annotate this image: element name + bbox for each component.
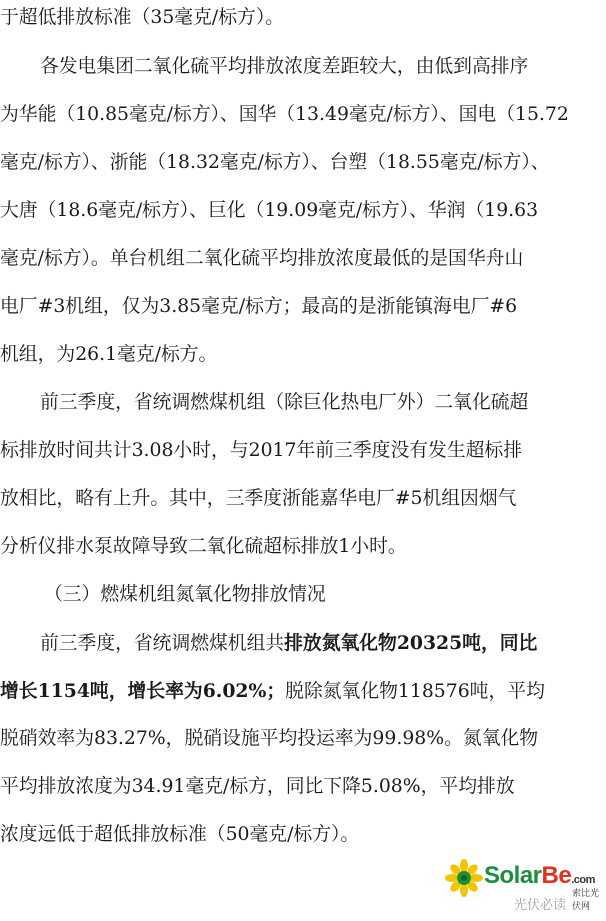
text-line: 于超低排放标准（35毫克/标方）。 [0, 7, 285, 28]
text-segment: 脱除氮氧化物118576吨，平均 [285, 681, 545, 702]
text-segment: 前三季度，省统调燃煤机组共 [40, 633, 285, 654]
text-line: 分析仪排水泵故障导致二氧化硫超标排放1小时。 [0, 536, 407, 557]
bold-segment: 排放氮氧化物20325吨，同比 [284, 632, 538, 654]
logo-wordmark: SolarBe.com [484, 862, 595, 889]
text-line: 放相比，略有上升。其中，三季度浙能嘉华电厂#5机组因烟气 [0, 488, 517, 509]
wechat-watermark: 光伏必读 [514, 898, 567, 913]
text-line [40, 631, 606, 655]
text-line: 机组，为26.1毫克/标方。 [0, 344, 218, 365]
bold-segment: 增长1154吨，增长率为6.02%； [0, 680, 286, 702]
solarbe-watermark-logo [444, 856, 604, 916]
sunflower-icon [444, 856, 484, 900]
text-line: 为华能（10.85毫克/标方）、国华（13.49毫克/标方）、国电（15.72 [0, 104, 569, 125]
text-line: 平均排放浓度为34.91毫克/标方，同比下降5.08%，平均排放 [0, 776, 515, 797]
text-line: 标排放时间共计3.08小时，与2017年前三季度没有发生超标排 [0, 440, 523, 461]
text-line: 各发电集团二氧化硫平均排放浓度差距较大，由低到高排序 [40, 56, 529, 77]
text-line: 大唐（18.6毫克/标方）、巨化（19.09毫克/标方）、华润（19.63 [0, 200, 539, 221]
text-line: 电厂#3机组，仅为3.85毫克/标方；最高的是浙能镇海电厂#6 [0, 296, 518, 317]
text-line: 毫克/标方）。单台机组二氧化硫平均排放浓度最低的是国华舟山 [0, 248, 524, 269]
section-heading: （三）燃煤机组氮氧化物排放情况 [44, 584, 326, 605]
text-line [0, 679, 606, 703]
text-line: 脱硝效率为83.27%，脱硝设施平均投运率为99.98%。氮氧化物 [0, 728, 539, 749]
logo-subtitle: 索比光伏网 [572, 889, 600, 912]
text-line: 毫克/标方）、浙能（18.32毫克/标方）、台塑（18.55毫克/标方）、 [0, 152, 550, 173]
text-line: 浓度远低于超低排放标准（50毫克/标方）。 [0, 824, 360, 845]
text-line: 前三季度，省统调燃煤机组（除巨化热电厂外）二氧化硫超 [40, 392, 529, 413]
